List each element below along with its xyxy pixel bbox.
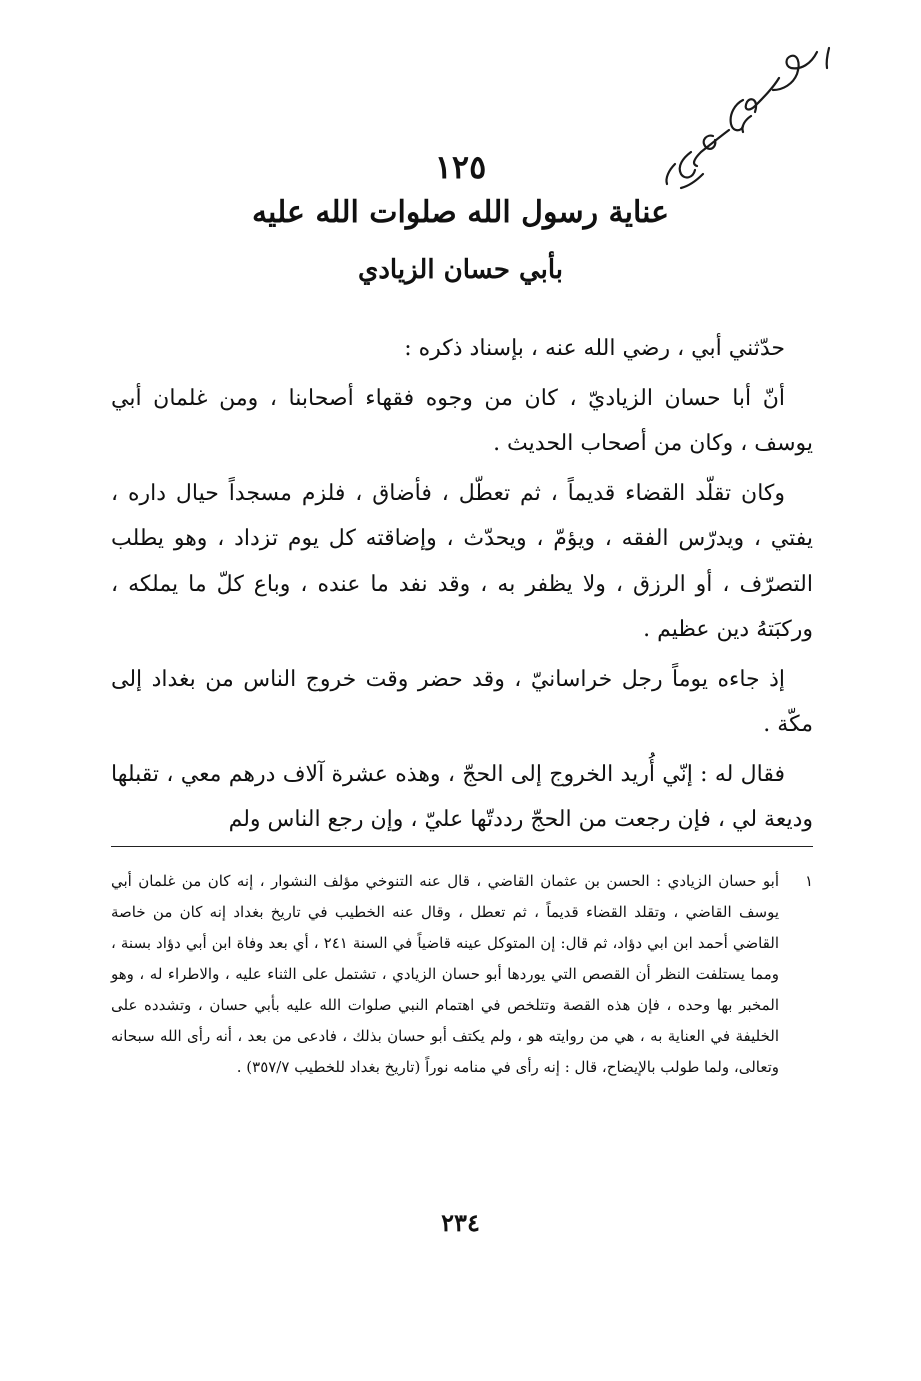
paragraph: أنّ أبا حسان الزياديّ ، كان من وجوه فقهاء أصحابنا ، ومن غلمان أبي يوسف ، وكان من أصحاب الحديث . — [111, 385, 813, 456]
main-text — [111, 326, 813, 843]
chapter-title: عناية رسول الله صلوات الله عليه — [251, 195, 670, 230]
paragraph: حدّثني أبي ، رضي الله عنه ، بإسناد ذكره : — [404, 336, 785, 361]
footnote-divider — [111, 846, 813, 847]
paragraph: إذ جاءه يوماً رجل خراسانيّ ، وقد حضر وقت خروج الناس من بغداد إلى مكّة . — [111, 666, 813, 737]
page-number: ٢٣٤ — [441, 1208, 480, 1237]
footnote-text: أبو حسان الزيادي : الحسن بن عثمان القاضي ، قال عنه التنوخي مؤلف النشوار ، إنه كان من غلمان أبي يوسف القاضي ، وتقلد القضاء قديماً ، ثم تعطل ، وقال عنه الخطيب في تاريخ بغداد إنه كان من خاصة القاضي أحمد ابن ابي دؤاد، ثم قال: إن المتوكل عينه قاضياً في السنة ٢٤١ ، أي بعد وفاة ابن أبي دؤاد بسنة ، ومما يستلفت النظر أن القصص التي يوردها أبو حسان الزيادي ، تشتمل على الثناء عليه ، والاطراء له ، وهو المخبر بها وحده ، فإن هذه القصة وتتلخص في اهتمام النبي صلوات الله عليه بأبي حسان ، وتشدده على الخليفة في العناية به ، هي من روايته هو ، ولم يكتف أبو حسان بذلك ، فادعى من بعد ، أنه رأى الله سبحانه وتعالى، ولما طولب بالإيضاح، قال : إنه رأى في منامه نوراً (تاريخ بغداد للخطيب ٣٥٧/٧) . — [111, 872, 779, 1076]
chapter-subtitle: بأبي حسان الزيادي — [357, 255, 564, 285]
paragraph: فقال له : إنّي أُريد الخروج إلى الحجّ ، وهذه عشرة آلاف درهم معي ، تقبلها وديعة لي ، فإن رجعت من الحجّ رددتّها عليّ ، وإن رجع الناس ولم — [111, 761, 813, 832]
paragraph: وكان تقلّد القضاء قديماً ، ثم تعطّل ، فأضاق ، فلزم مسجداً حيال داره ، يفتي ، ويدرّس الفقه ، ويؤمّ ، ويحدّث ، وإضاقته كل يوم تزداد ، وهو يطلب التصرّف ، أو الرزق ، ولا يظفر به ، وقد نفد ما عنده ، وباع كلّ ما يملكه ، وركبَتهُ دين عظيم . — [111, 480, 813, 642]
footnotes — [111, 866, 813, 1083]
footnote-marker: ١ — [804, 872, 813, 890]
footnote — [111, 866, 813, 1083]
chapter-number: ١٢٥ — [434, 148, 487, 186]
